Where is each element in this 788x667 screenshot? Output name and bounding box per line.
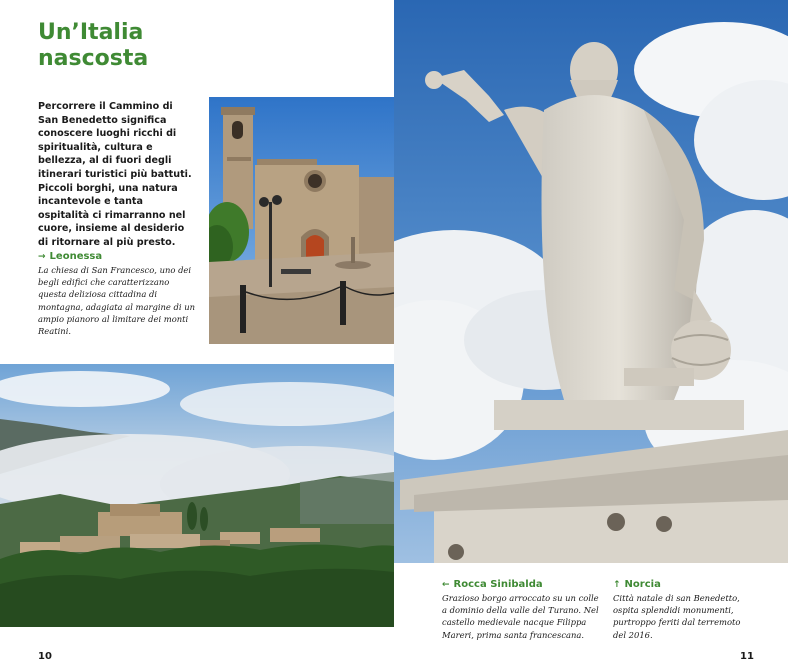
page-number-left: 10	[38, 651, 52, 662]
arrow-up-icon: ↑	[613, 580, 621, 590]
caption-leonessa-text: La chiesa di San Francesco, uno dei begli edifici che caratterizzano questa deliziosa cittadina di montagna, adagiata al margine di un ampio pianoro al limitare dei monti Reatini.	[38, 265, 196, 337]
title-line-2: nascosta	[38, 46, 149, 71]
caption-leonessa	[38, 250, 198, 337]
caption-leonessa-heading: Leonessa	[49, 251, 103, 262]
caption-norcia-title	[613, 578, 753, 592]
intro-paragraph: Percorrere il Cammino di San Benedetto significa conoscere luoghi ricchi di spiritualità, cultura e bellezza, al di fuori degli itinerari turistici più battuti. Piccoli borghi, una natura incantevole e tanta ospitalità ci rimarranno nel cuore, insieme al desiderio di ritornare al più presto.	[38, 101, 192, 248]
caption-leonessa-title	[38, 250, 198, 264]
right-page	[394, 0, 788, 667]
arrow-left-icon: ←	[442, 580, 450, 590]
caption-norcia-heading: Norcia	[624, 579, 661, 590]
caption-norcia-text: Città natale di san Benedetto, ospita splendidi monumenti, purtroppo feriti dal terremoto del 2016.	[613, 593, 741, 640]
photo-leonessa-church	[209, 97, 394, 344]
arrow-right-icon: →	[38, 252, 46, 262]
caption-rocca-text: Grazioso borgo arroccato su un colle a dominio della valle del Turano. Nel castello medievale nacque Filippa Mareri, prima santa francescana.	[442, 593, 599, 640]
page-title	[38, 20, 148, 72]
caption-rocca-heading: Rocca Sinibalda	[453, 579, 543, 590]
photo-rocca-sinibalda	[0, 364, 394, 627]
title-line-1: Un’Italia	[38, 20, 144, 45]
caption-rocca-title	[442, 578, 602, 592]
caption-norcia	[613, 578, 753, 641]
caption-rocca-sinibalda	[442, 578, 602, 641]
page-number-right: 11	[740, 651, 754, 662]
photo-san-benedetto-statue	[394, 0, 788, 563]
